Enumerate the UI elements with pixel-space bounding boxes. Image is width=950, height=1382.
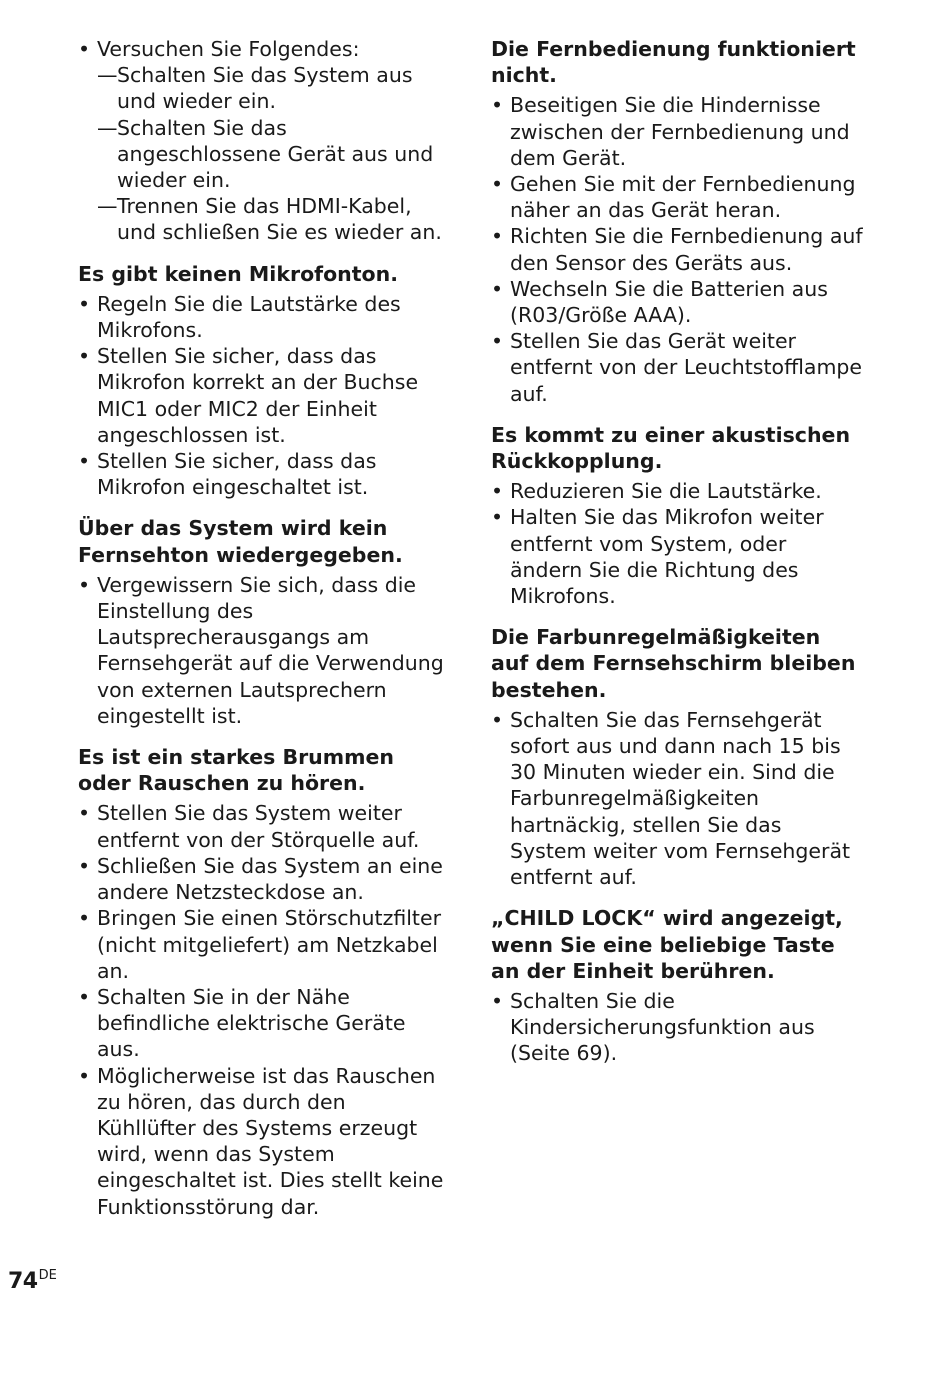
section-no-tv-sound	[78, 515, 450, 729]
section-heading: Die Farbunregelmäßigkeiten auf dem Fernsehschirm bleiben bestehen.	[491, 625, 856, 702]
section-hum-noise	[78, 744, 450, 1220]
list-item: • Vergewissern Sie sich, dass die Einstellung des Lautsprecherausgangs am Fernsehgerät auf die Verwendung von externen Lautsprechern eingestellt ist.	[78, 572, 450, 729]
list-item	[78, 36, 450, 246]
section-heading: Es kommt zu einer akustischen Rückkopplung.	[491, 422, 851, 474]
list-item: • Schalten Sie in der Nähe befindliche elektrische Geräte aus.	[78, 984, 450, 1063]
section-child-lock	[491, 905, 863, 1066]
list-item: • Stellen Sie das Gerät weiter entfernt von der Leuchtstofflampe auf.	[491, 328, 863, 407]
list-item: • Stellen Sie das System weiter entfernt von der Störquelle auf.	[78, 800, 450, 852]
sub-list-item: — Schalten Sie das angeschlossene Gerät aus und wieder ein.	[97, 115, 450, 194]
list-item: • Stellen Sie sicher, dass das Mikrofon korrekt an der Buchse MIC1 oder MIC2 der Einheit angeschlossen ist.	[78, 343, 450, 448]
section-no-mic-sound	[78, 261, 450, 501]
right-column	[491, 36, 863, 1082]
list-item: • Stellen Sie sicher, dass das Mikrofon eingeschaltet ist.	[78, 448, 450, 500]
list-item: • Wechseln Sie die Batterien aus (R03/Größe AAA).	[491, 276, 863, 328]
section-feedback	[491, 422, 863, 609]
page-number	[8, 1268, 57, 1294]
section-heading: Es ist ein starkes Brummen oder Rauschen zu hören.	[78, 745, 394, 796]
section-heading: Über das System wird kein Fernsehton wiedergegeben.	[78, 516, 403, 567]
page-number-value: 74	[8, 1269, 38, 1294]
left-column	[78, 36, 450, 1235]
list-item: • Beseitigen Sie die Hindernisse zwischen der Fernbedienung und dem Gerät.	[491, 92, 863, 171]
sub-list	[97, 62, 450, 245]
list-item: • Halten Sie das Mikrofon weiter entfernt vom System, oder ändern Sie die Richtung des Mikrofons.	[491, 504, 863, 609]
section-heading: Es gibt keinen Mikrofonton.	[78, 261, 399, 286]
list-item: • Schalten Sie die Kindersicherungsfunktion aus (Seite 69).	[491, 988, 863, 1067]
page-language-code: DE	[38, 1268, 57, 1283]
list-item: • Gehen Sie mit der Fernbedienung näher an das Gerät heran.	[491, 171, 863, 223]
sub-list-item: — Schalten Sie das System aus und wieder ein.	[97, 62, 450, 114]
list-item: • Schließen Sie das System an eine andere Netzsteckdose an.	[78, 853, 450, 905]
section-remote-control	[491, 36, 863, 407]
section-color-irregularity	[491, 624, 863, 890]
intro-lead: Versuchen Sie Folgendes:	[97, 37, 360, 61]
list-item: • Reduzieren Sie die Lautstärke.	[491, 478, 863, 504]
intro-section	[78, 36, 450, 246]
section-heading: Die Fernbedienung funktioniert nicht.	[491, 37, 856, 88]
section-heading: „CHILD LOCK“ wird angezeigt, wenn Sie eine beliebige Taste an der Einheit berühren.	[491, 906, 843, 983]
list-item: • Möglicherweise ist das Rauschen zu hören, das durch den Kühllüfter des Systems erzeugt wird, wenn das System eingeschaltet ist. Dies stellt keine Funktionsstörung dar.	[78, 1063, 450, 1220]
list-item: • Schalten Sie das Fernsehgerät sofort aus und dann nach 15 bis 30 Minuten wieder ein. Sind die Farbunregelmäßigkeiten hartnäckig, stellen Sie das System weiter vom Fernsehgerät entfernt auf.	[491, 707, 863, 890]
list-item: • Bringen Sie einen Störschutzfilter (nicht mitgeliefert) am Netzkabel an.	[78, 905, 450, 984]
list-item: • Richten Sie die Fernbedienung auf den Sensor des Geräts aus.	[491, 223, 863, 275]
list-item: • Regeln Sie die Lautstärke des Mikrofons.	[78, 291, 450, 343]
sub-list-item: — Trennen Sie das HDMI-Kabel, und schließen Sie es wieder an.	[97, 193, 450, 245]
